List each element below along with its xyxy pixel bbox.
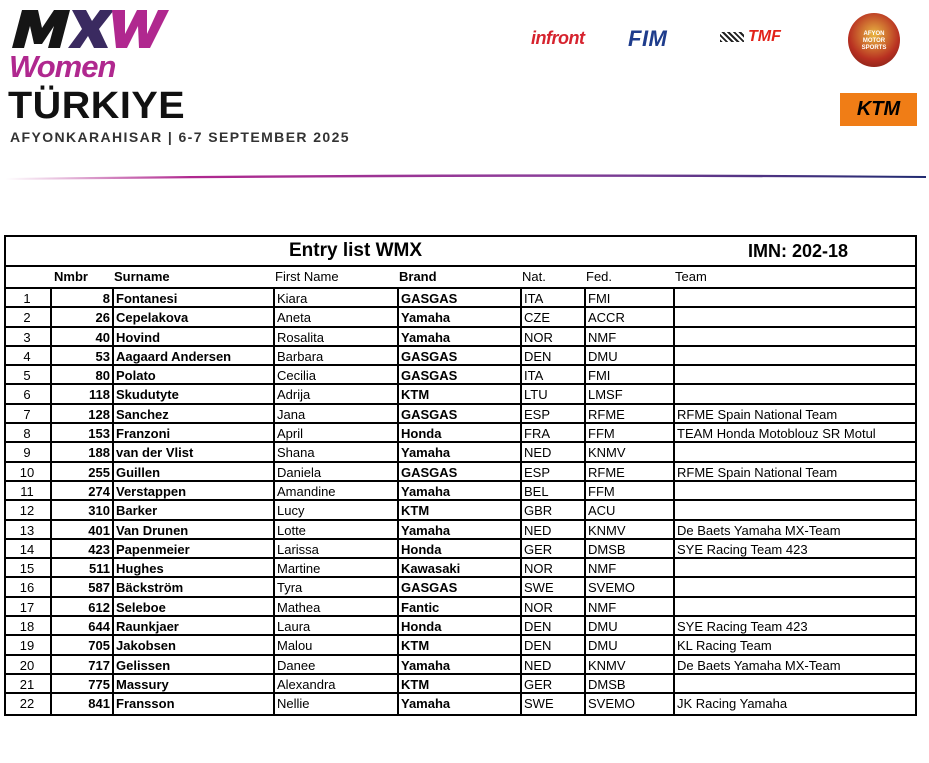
table-row [6,443,915,462]
entry-list-table [4,235,917,716]
rider-number: 26 [50,308,112,325]
rider-nationality: SWE [520,578,584,595]
checkered-flag-icon [720,32,744,42]
column-header-team: Team [675,269,707,284]
rider-nationality: CZE [520,308,584,325]
rider-surname: Polato [112,366,274,383]
rider-team: RFME Spain National Team [673,405,917,422]
rider-first-name: Martine [273,559,398,576]
rider-first-name: Shana [273,443,398,460]
rider-brand: GASGAS [397,405,521,422]
table-row [6,501,915,520]
rider-nationality: DEN [520,636,584,653]
rider-team: TEAM Honda Motoblouz SR Motul [673,424,917,441]
rider-first-name: Barbara [273,347,398,364]
table-row [6,347,915,366]
rider-team [673,385,917,402]
rider-number: 587 [50,578,112,595]
rider-team: SYE Racing Team 423 [673,617,917,634]
row-index: 12 [19,503,35,519]
rider-nationality: ESP [520,463,584,480]
rider-number: 401 [50,521,112,538]
row-index: 19 [19,638,35,654]
rider-brand: GASGAS [397,463,521,480]
rider-team [673,328,917,345]
rider-first-name: Amandine [273,482,398,499]
rider-brand: Yamaha [397,328,521,345]
table-title-row [6,237,915,267]
rider-first-name: Nellie [273,694,398,713]
rider-team [673,501,917,518]
column-header-number: Nmbr [54,269,88,284]
rider-team: SYE Racing Team 423 [673,540,917,557]
rider-number: 644 [50,617,112,634]
rider-first-name: Adrija [273,385,398,402]
rider-brand: Honda [397,617,521,634]
rider-brand: Yamaha [397,482,521,499]
rider-team [673,598,917,615]
rider-brand: Honda [397,424,521,441]
tmf-logo: TMF [748,28,781,45]
rider-team: De Baets Yamaha MX-Team [673,521,917,538]
rider-federation: KNMV [584,656,674,673]
rider-first-name: Malou [273,636,398,653]
row-index: 4 [23,348,31,364]
rider-number: 188 [50,443,112,460]
rider-surname: Guillen [112,463,274,480]
imn-number: IMN: 202-18 [748,241,849,261]
table-header-row [6,267,915,289]
rider-brand: Yamaha [397,521,521,538]
logo-women-text: Women [9,49,116,84]
table-row [6,598,915,617]
rider-surname: Seleboe [112,598,274,615]
rider-brand: GASGAS [397,578,521,595]
rider-federation: SVEMO [584,694,674,713]
rider-surname: Papenmeier [112,540,274,557]
row-index: 15 [19,561,35,577]
row-index: 11 [20,483,34,499]
rider-federation: NMF [584,598,674,615]
row-index: 7 [23,406,31,422]
rider-nationality: ESP [520,405,584,422]
rider-team [673,347,917,364]
rider-surname: Van Drunen [112,521,274,538]
rider-nationality: NED [520,443,584,460]
rider-brand: KTM [397,385,521,402]
table-row [6,385,915,404]
table-row [6,675,915,694]
rider-first-name: Laura [273,617,398,634]
rider-brand: Honda [397,540,521,557]
rider-nationality: ITA [520,366,584,383]
rider-first-name: Rosalita [273,328,398,345]
table-row [6,656,915,675]
rider-brand: KTM [397,636,521,653]
rider-federation: RFME [584,463,674,480]
rider-team [673,443,917,460]
rider-surname: Barker [112,501,274,518]
column-header-brand: Brand [399,269,437,284]
event-subtitle: AFYONKARAHISAR | 6-7 SEPTEMBER 2025 [10,129,350,145]
rider-nationality: DEN [520,347,584,364]
rider-first-name: Cecilia [273,366,398,383]
rider-federation: NMF [584,328,674,345]
infront-logo: infront [531,28,585,48]
rider-surname: Hughes [112,559,274,576]
rider-first-name: Aneta [273,308,398,325]
rider-nationality: NED [520,656,584,673]
rider-nationality: ITA [520,289,584,306]
rider-surname: van der Vlist [112,443,274,460]
table-row [6,694,915,713]
rider-nationality: SWE [520,694,584,713]
rider-surname: Fransson [112,694,274,713]
rider-number: 153 [50,424,112,441]
rider-federation: DMSB [584,540,674,557]
rider-nationality: FRA [520,424,584,441]
rider-surname: Jakobsen [112,636,274,653]
header-divider-swoosh [6,172,926,182]
column-header-fed: Fed. [586,269,613,284]
rider-brand: KTM [397,675,521,692]
rider-team [673,578,917,595]
rider-number: 841 [50,694,112,713]
rider-federation: DMSB [584,675,674,692]
rider-first-name: Lucy [273,501,398,518]
rider-number: 40 [50,328,112,345]
rider-number: 423 [50,540,112,557]
row-index: 14 [19,541,35,557]
row-index: 10 [19,464,35,480]
rider-surname: Skudutyte [112,385,274,402]
rider-team [673,289,917,306]
rider-first-name: Daniela [273,463,398,480]
row-index: 3 [23,329,31,345]
table-row [6,405,915,424]
rider-surname: Bäckström [112,578,274,595]
row-index: 2 [23,310,31,326]
row-index: 5 [23,368,31,384]
table-row [6,482,915,501]
rider-surname: Gelissen [112,656,274,673]
rider-first-name: Jana [273,405,398,422]
rider-first-name: Tyra [273,578,398,595]
table-row [6,521,915,540]
rider-federation: FMI [584,289,674,306]
rider-brand: Yamaha [397,443,521,460]
table-row [6,540,915,559]
rider-brand: Yamaha [397,694,521,713]
rider-number: 775 [50,675,112,692]
table-row [6,328,915,347]
rider-federation: FFM [584,424,674,441]
rider-nationality: NOR [520,559,584,576]
rider-nationality: NED [520,521,584,538]
row-index: 17 [19,599,35,615]
rider-brand: Fantic [397,598,521,615]
row-index: 13 [19,522,35,538]
rider-brand: Kawasaki [397,559,521,576]
rider-nationality: BEL [520,482,584,499]
rider-first-name: Danee [273,656,398,673]
table-title: Entry list WMX [289,240,423,261]
rider-team [673,675,917,692]
rider-first-name: Lotte [273,521,398,538]
rider-team: De Baets Yamaha MX-Team [673,656,917,673]
row-index: 16 [19,580,35,596]
row-index: 18 [19,619,35,635]
table-row [6,578,915,597]
rider-team: RFME Spain National Team [673,463,917,480]
rider-team [673,366,917,383]
rider-federation: LMSF [584,385,674,402]
row-index: 8 [23,426,31,442]
column-header-surname: Surname [114,269,170,284]
rider-nationality: DEN [520,617,584,634]
row-index: 9 [23,445,31,461]
rider-number: 53 [50,347,112,364]
rider-team [673,308,917,325]
row-index: 22 [19,696,35,712]
row-index: 21 [19,676,35,692]
rider-team [673,482,917,499]
table-row [6,308,915,327]
rider-first-name: Alexandra [273,675,398,692]
row-index: 20 [19,657,35,673]
rider-federation: NMF [584,559,674,576]
rider-federation: RFME [584,405,674,422]
rider-brand: GASGAS [397,366,521,383]
rider-number: 511 [50,559,112,576]
rider-brand: KTM [397,501,521,518]
rider-number: 717 [50,656,112,673]
rider-brand: Yamaha [397,308,521,325]
rider-number: 705 [50,636,112,653]
table-row [6,559,915,578]
rider-federation: FFM [584,482,674,499]
rider-nationality: NOR [520,598,584,615]
rider-surname: Franzoni [112,424,274,441]
table-row [6,366,915,385]
rider-number: 255 [50,463,112,480]
rider-brand: GASGAS [397,289,521,306]
table-row [6,424,915,443]
rider-federation: DMU [584,636,674,653]
fim-logo: FIM [628,26,668,51]
rider-surname: Sanchez [112,405,274,422]
rider-first-name: Larissa [273,540,398,557]
rider-surname: Hovind [112,328,274,345]
column-header-first-name: First Name [275,269,339,284]
rider-team: KL Racing Team [673,636,917,653]
rider-number: 128 [50,405,112,422]
rider-federation: FMI [584,366,674,383]
rider-federation: ACCR [584,308,674,325]
rider-surname: Raunkjaer [112,617,274,634]
afyon-motor-sports-logo: AFYON MOTOR SPORTS [848,13,900,67]
rider-number: 612 [50,598,112,615]
rider-brand: Yamaha [397,656,521,673]
table-row [6,463,915,482]
logo-country-text: TÜRKIYE [8,85,186,127]
rider-federation: DMU [584,617,674,634]
row-index: 1 [23,291,31,306]
table-row [6,289,915,308]
table-body [6,289,915,714]
rider-team [673,559,917,576]
rider-surname: Massury [112,675,274,692]
rider-nationality: LTU [520,385,584,402]
rider-first-name: Mathea [273,598,398,615]
rider-first-name: April [273,424,398,441]
column-header-nat: Nat. [522,269,546,284]
rider-brand: GASGAS [397,347,521,364]
mxw-logo [8,4,170,50]
rider-federation: DMU [584,347,674,364]
rider-nationality: GER [520,540,584,557]
rider-federation: SVEMO [584,578,674,595]
rider-federation: KNMV [584,521,674,538]
rider-surname: Verstappen [112,482,274,499]
rider-surname: Aagaard Andersen [112,347,274,364]
rider-number: 310 [50,501,112,518]
rider-federation: KNMV [584,443,674,460]
rider-surname: Fontanesi [112,289,274,306]
rider-number: 118 [50,385,112,402]
row-index: 6 [23,387,31,403]
ktm-logo: KTM [840,93,917,126]
rider-nationality: NOR [520,328,584,345]
table-row [6,617,915,636]
rider-nationality: GER [520,675,584,692]
table-row [6,636,915,655]
rider-federation: ACU [584,501,674,518]
rider-team: JK Racing Yamaha [673,694,917,713]
rider-nationality: GBR [520,501,584,518]
rider-number: 80 [50,366,112,383]
rider-surname: Cepelakova [112,308,274,325]
rider-number: 8 [50,289,112,306]
rider-first-name: Kiara [273,289,398,306]
rider-number: 274 [50,482,112,499]
